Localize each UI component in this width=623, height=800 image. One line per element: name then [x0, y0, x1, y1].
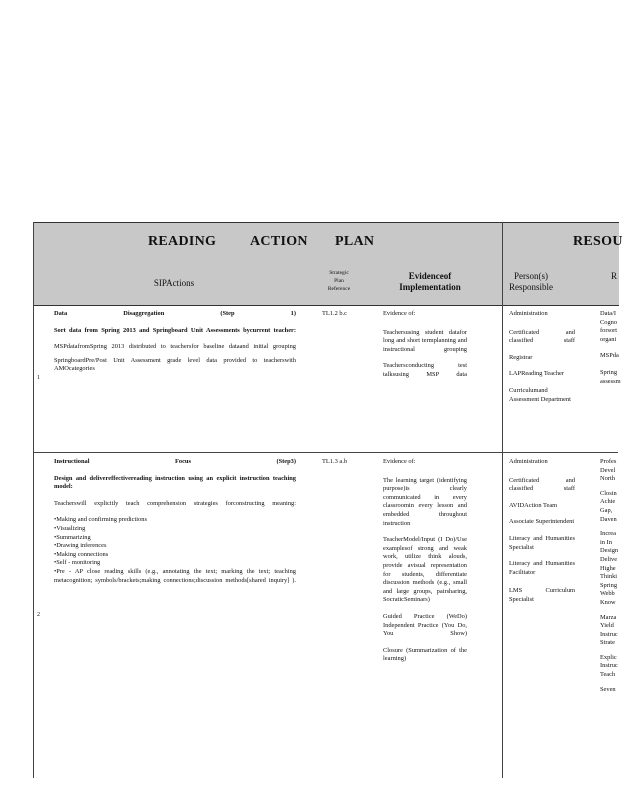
row2-persons-responsible: Administration Certificated and classified staff AVIDAction Team Associate Superintendent Literacy and Humanities Specialist Literacy and Humanities Facilitator LMS Curriculum Specialist [509, 458, 575, 603]
row1-springboard-text: SpringboardPre/Post Unit Assessment grade level data provided to teacherswith AMOcategories [54, 356, 296, 373]
row1-persons-responsible: Administration Certificated and classified staff Registrar LAPReading Teacher Curriculumand Assessment Department [509, 310, 575, 403]
row-divider [33, 452, 618, 453]
row2-teachers-text: Teacherswill explicitly teach comprehension strategies forconstructing meaning: [54, 499, 296, 507]
row2-sip-action [54, 458, 296, 585]
row-number: 2 [37, 612, 40, 618]
row1-sort-text: Sort data from Spring 2013 and Springboard Unit Assessments bycurrent teacher: [54, 326, 296, 334]
header-persons-responsible: Person(s) Responsible [509, 271, 553, 292]
row1-strategic-ref: TL1.2 b.c [322, 310, 348, 317]
row1-evidence: Evidence of: Teachersusing student datafor long and short termplanning and instructional grouping Teachersconducting test talksusing MSP data [383, 310, 467, 378]
row2-resources-cut: Profes Devel North Closin Achie Gap, Daven Increa in In Design Delive Highe Thinki Spring Webb Know Marza Yield Instruc Strate Explic Instruc Teach Seven [600, 458, 619, 693]
list-item: •Making connections [54, 550, 109, 558]
header-strategic-plan-reference: Strategic Plan Reference [327, 270, 351, 292]
row2-title: Instructional Focus (Step3) [54, 458, 296, 465]
list-item: •Drawing inferences [54, 542, 107, 550]
header-sip-actions: SIPActions [153, 278, 195, 288]
list-item: •Summarizing [54, 533, 91, 541]
title-word-reading: READING [148, 234, 217, 249]
grid-line [33, 222, 34, 778]
list-item: •Pre - AP close reading skills (e.g., annotating the text; marking the text; teaching metacognition; symbols/brackets;making connections;discussion methods[shared inquiry] ). [54, 567, 296, 584]
header-evidence: Evidenceof Implementation [399, 271, 461, 292]
row1-msp-text: MSPdatafromSpring 2013 distributed to teachersfor baseline dataand initial grouping [54, 343, 296, 351]
row2-strategy-list [54, 516, 296, 585]
table-title-bar [33, 222, 623, 258]
row-number: 1 [37, 375, 40, 381]
row1-resources-cut: Data/I Cogno forsort organi MSPda Spring assessm [600, 310, 621, 385]
title-resources: RESOU [573, 234, 623, 249]
title-word-plan: PLAN [335, 234, 375, 249]
list-item: •Making and confirming predictions [54, 516, 147, 524]
grid-line [502, 222, 503, 778]
list-item: •Visualizing [54, 524, 86, 532]
row1-title: Data Disaggregation (Step 1) [54, 310, 296, 317]
row2-design-text: Design and delivereffectivereading instruction using an explicit instruction teaching model: [54, 474, 296, 491]
column-header-row [33, 257, 619, 306]
row1-sip-action [54, 310, 296, 379]
row2-evidence: Evidence of: The learning target (identifying purpose)is clearly communicated in every classroomin every lesson and embedded throughout instruction TeacherModel/Input (I Do)/Use examplesof strong and weak work, utilize think alouds, provide avisual representation for students, differentiate discussion methods (e.g., small and large groups, pairsharing, SocraticSeminars) Guided Practice (WeDo) Independent Practice (You Do, You Show) Closure (Summarization of the learning) [383, 458, 467, 663]
row2-strategic-ref: TL1.3 a.b [322, 458, 348, 465]
reading-action-plan-table [33, 222, 623, 778]
header-resources-cut: R [610, 271, 617, 281]
title-word-action: ACTION [250, 234, 308, 249]
list-item: •Self - monitoring [54, 559, 101, 567]
